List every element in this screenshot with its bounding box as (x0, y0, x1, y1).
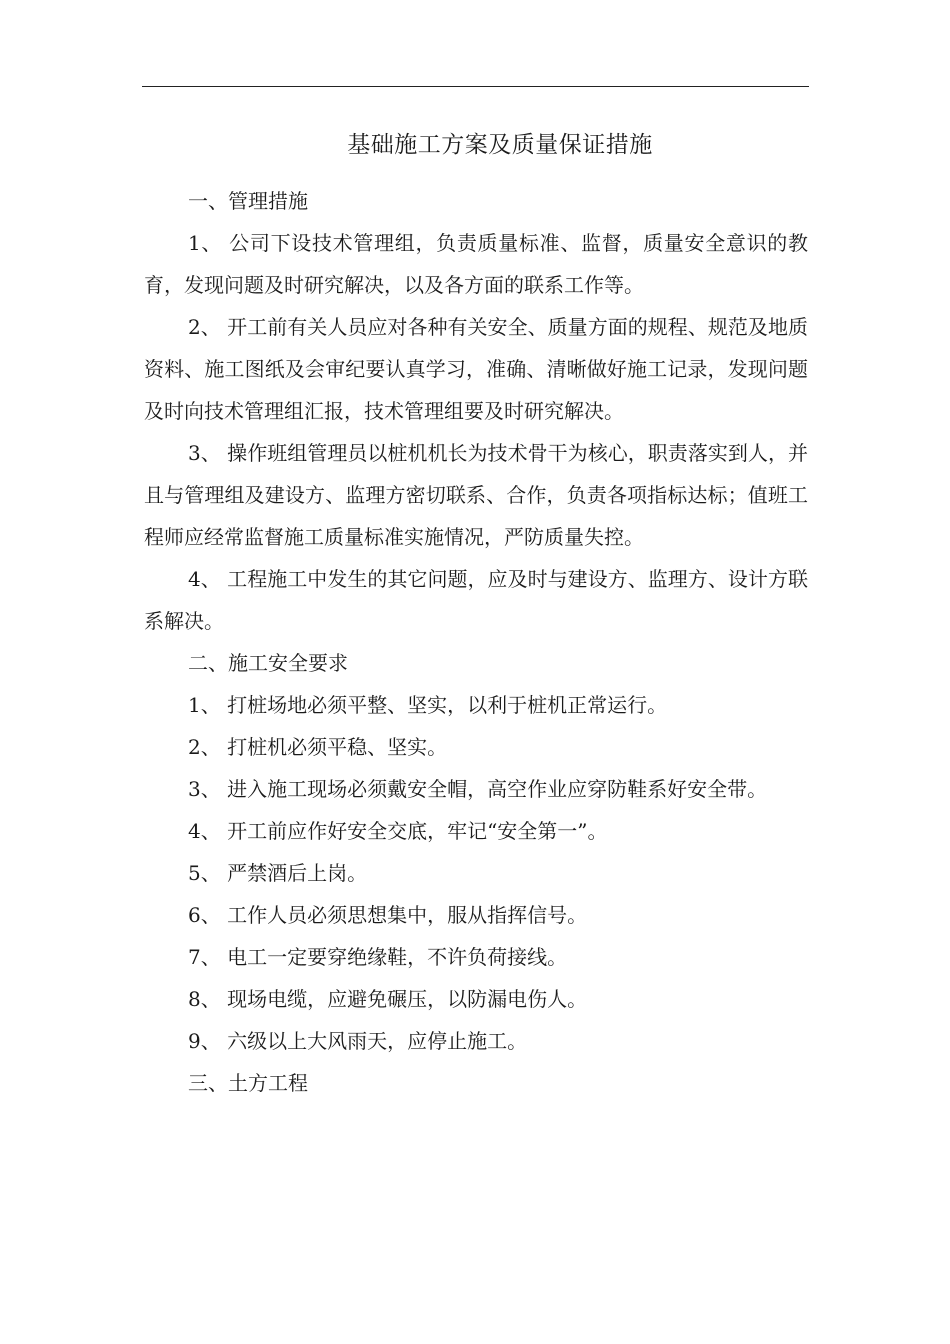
paragraph-management-3: 3、 操作班组管理员以桩机机长为技术骨干为核心，职责落实到人，并且与管理组及建设方、监理方密切联系、合作，负责各项指标达标；值班工程师应经常监督施工质量标准实施情况，严防质量失控。 (144, 441, 808, 549)
document-body (144, 180, 808, 1104)
paragraph-safety-8: 8、 现场电缆，应避免碾压，以防漏电伤人。 (188, 987, 588, 1011)
paragraph-safety-3: 3、 进入施工现场必须戴安全帽，高空作业应穿防鞋系好安全带。 (188, 777, 768, 801)
paragraph-management-4: 4、 工程施工中发生的其它问题，应及时与建设方、监理方、设计方联系解决。 (144, 567, 808, 633)
paragraph-safety-7: 7、 电工一定要穿绝缘鞋，不许负荷接线。 (188, 945, 568, 969)
document-title: 基础施工方案及质量保证措施 (347, 132, 653, 158)
section-heading-safety: 二、施工安全要求 (188, 651, 348, 675)
paragraph-safety-2: 2、 打桩机必须平稳、坚实。 (188, 735, 448, 759)
paragraph-management-1: 1、 公司下设技术管理组，负责质量标准、监督，质量安全意识的教育，发现问题及时研究解决，以及各方面的联系工作等。 (144, 231, 808, 297)
header-rule (142, 86, 809, 87)
paragraph-safety-5: 5、 严禁酒后上岗。 (188, 861, 368, 885)
section-heading-management: 一、管理措施 (188, 189, 308, 213)
paragraph-safety-6: 6、 工作人员必须思想集中，服从指挥信号。 (188, 903, 588, 927)
section-heading-earthwork: 三、土方工程 (188, 1071, 308, 1095)
paragraph-management-2: 2、 开工前有关人员应对各种有关安全、质量方面的规程、规范及地质资料、施工图纸及会审纪要认真学习，准确、清晰做好施工记录，发现问题及时向技术管理组汇报，技术管理组要及时研究解决。 (144, 315, 808, 423)
paragraph-safety-4: 4、 开工前应作好安全交底，牢记“安全第一”。 (188, 819, 608, 843)
paragraph-safety-1: 1、 打桩场地必须平整、坚实，以利于桩机正常运行。 (188, 693, 668, 717)
paragraph-safety-9: 9、 六级以上大风雨天，应停止施工。 (188, 1029, 528, 1053)
